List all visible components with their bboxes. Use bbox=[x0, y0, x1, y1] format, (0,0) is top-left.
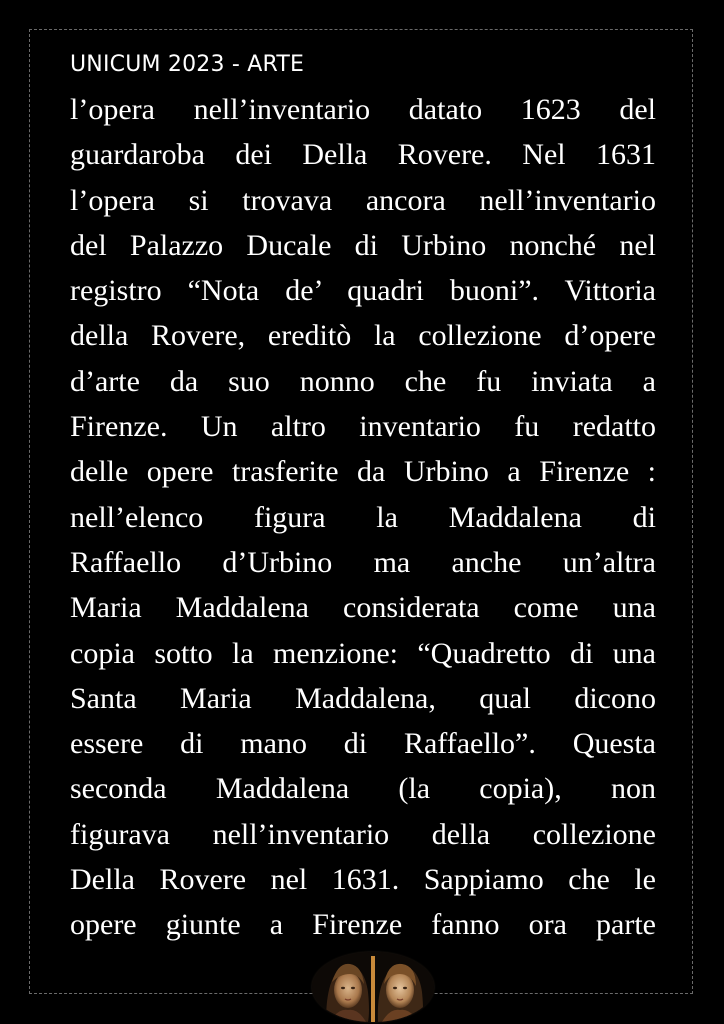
text-line: registro “Nota de’ quadri buoni”. Vittoria bbox=[70, 274, 656, 308]
page-header: UNICUM 2023 - ARTE bbox=[70, 52, 305, 77]
text-line: l’opera si trovava ancora nell’inventario bbox=[70, 183, 656, 217]
portraits-emblem-svg bbox=[312, 952, 434, 1022]
text-line: guardaroba dei Della Rovere. Nel 1631 bbox=[70, 138, 656, 172]
text-line: nell’elenco figura la Maddalena di bbox=[70, 500, 656, 534]
emblem-divider bbox=[371, 956, 375, 1022]
text-line: del Palazzo Ducale di Urbino nonché nel bbox=[70, 228, 656, 262]
text-line: essere di mano di Raffaello”. Questa bbox=[70, 727, 656, 761]
text-line: Raffaello d’Urbino ma anche un’altra bbox=[70, 545, 656, 579]
text-line: figurava nell’inventario della collezione bbox=[70, 817, 656, 851]
text-line: opere giunte a Firenze fanno ora parte bbox=[70, 908, 656, 942]
text-line: Firenze. Un altro inventario fu redatto bbox=[70, 410, 656, 444]
text-line: d’arte da suo nonno che fu inviata a bbox=[70, 364, 656, 398]
text-line: copia sotto la menzione: “Quadretto di una bbox=[70, 636, 656, 670]
body-paragraph bbox=[70, 87, 656, 948]
two-portraits-emblem-icon bbox=[312, 952, 434, 1022]
text-line: della Rovere, ereditò la collezione d’opere bbox=[70, 319, 656, 353]
text-line: delle opere trasferite da Urbino a Firenze : bbox=[70, 455, 656, 489]
text-line: l’opera nell’inventario datato 1623 del bbox=[70, 93, 656, 126]
text-line: seconda Maddalena (la copia), non bbox=[70, 772, 656, 806]
text-line: Santa Maria Maddalena, qual dicono bbox=[70, 681, 656, 715]
text-line: Maria Maddalena considerata come una bbox=[70, 591, 656, 625]
text-line: Della Rovere nel 1631. Sappiamo che le bbox=[70, 863, 656, 897]
